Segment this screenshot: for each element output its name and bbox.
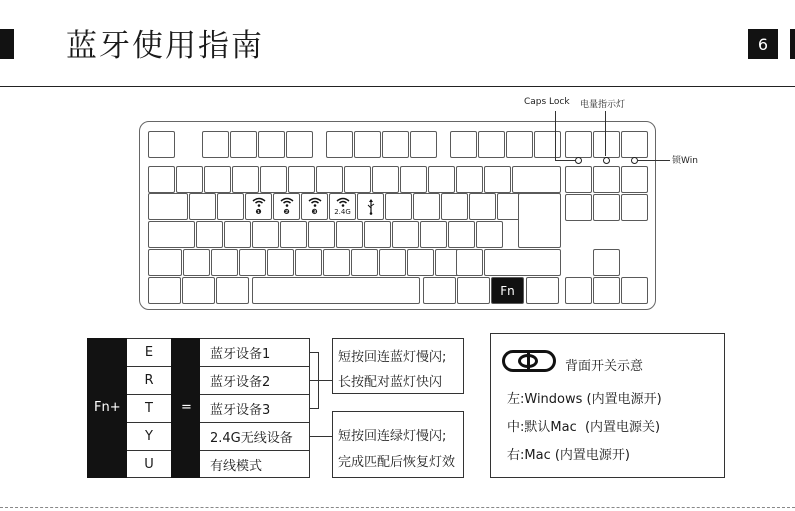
rf-note-line-1: 短按回连绿灯慢闪; bbox=[338, 429, 447, 444]
header-divider bbox=[0, 86, 795, 87]
key bbox=[621, 194, 648, 221]
battery-indicator-label: 电量指示灯 bbox=[580, 100, 626, 110]
key bbox=[506, 131, 533, 158]
page-title: 蓝牙使用指南 bbox=[66, 28, 264, 64]
rf-note-line-2: 完成匹配后恢复灯效 bbox=[338, 455, 456, 470]
key bbox=[258, 131, 285, 158]
key bbox=[295, 249, 322, 276]
arrow-down-key bbox=[593, 277, 620, 304]
key bbox=[260, 166, 287, 193]
key bbox=[224, 221, 251, 248]
bt-note-line-1: 短按回连蓝灯慢闪; bbox=[338, 350, 447, 365]
key bbox=[379, 249, 406, 276]
switch-right: 右:Mac (内置电源开) bbox=[507, 448, 630, 463]
switch-left: 左:Windows (内置电源开) bbox=[507, 392, 662, 407]
key-t: T bbox=[145, 400, 153, 416]
key bbox=[593, 194, 620, 221]
key bbox=[372, 166, 399, 193]
key bbox=[189, 193, 216, 220]
caps-lock-key bbox=[148, 221, 195, 248]
channel-label: 2.4G bbox=[334, 208, 351, 216]
mode-24g: 2.4G无线设备 bbox=[210, 430, 293, 446]
key bbox=[196, 221, 223, 248]
key bbox=[484, 166, 511, 193]
key bbox=[621, 131, 648, 158]
key bbox=[392, 221, 419, 248]
key bbox=[148, 166, 175, 193]
key bbox=[148, 277, 181, 304]
key bbox=[565, 194, 592, 221]
key bbox=[239, 249, 266, 276]
bt-channel-1-key bbox=[245, 193, 272, 220]
fn-label: Fn+ bbox=[94, 400, 121, 415]
key-e: E bbox=[144, 344, 154, 360]
key bbox=[267, 249, 294, 276]
caps-lock-leader bbox=[555, 111, 556, 160]
wired-mode-key bbox=[357, 193, 384, 220]
channel-number: ❸ bbox=[311, 208, 318, 216]
key bbox=[288, 166, 315, 193]
key bbox=[456, 249, 483, 276]
bracket-line bbox=[310, 436, 332, 437]
key bbox=[202, 131, 229, 158]
key bbox=[512, 166, 561, 193]
channel-number: ❷ bbox=[283, 208, 290, 216]
key-r: R bbox=[144, 372, 154, 388]
key bbox=[593, 131, 620, 158]
key bbox=[457, 277, 490, 304]
key bbox=[217, 193, 244, 220]
bottom-dashed-rule bbox=[0, 507, 795, 508]
switch-panel-title: 背面开关示意 bbox=[565, 359, 644, 374]
rf-24g-key bbox=[329, 193, 356, 220]
arrow-right-key bbox=[621, 277, 648, 304]
key bbox=[316, 166, 343, 193]
win-lock-leader bbox=[637, 160, 670, 161]
usb-icon bbox=[366, 199, 376, 215]
key bbox=[286, 131, 313, 158]
enter-key bbox=[518, 193, 561, 248]
caps-lock-led bbox=[575, 157, 582, 164]
mode-bt2: 蓝牙设备2 bbox=[210, 374, 271, 390]
wifi-icon bbox=[252, 197, 266, 207]
bt-channel-3-key bbox=[301, 193, 328, 220]
wifi-icon bbox=[308, 197, 322, 207]
shift-key bbox=[484, 249, 561, 276]
key bbox=[183, 249, 210, 276]
key bbox=[252, 221, 279, 248]
spacebar-key bbox=[252, 277, 420, 304]
bracket-line bbox=[318, 380, 332, 381]
bt-channel-2-key bbox=[273, 193, 300, 220]
key bbox=[344, 166, 371, 193]
key bbox=[526, 277, 559, 304]
key bbox=[456, 166, 483, 193]
caps-lock-leader bbox=[555, 160, 575, 161]
key bbox=[410, 131, 437, 158]
key bbox=[280, 221, 307, 248]
key bbox=[478, 131, 505, 158]
key bbox=[364, 221, 391, 248]
key bbox=[354, 131, 381, 158]
key bbox=[148, 193, 188, 220]
key bbox=[450, 131, 477, 158]
win-lock-label: 锁Win bbox=[672, 156, 698, 166]
key-u: U bbox=[144, 456, 154, 472]
shift-key bbox=[148, 249, 182, 276]
wifi-icon bbox=[280, 197, 294, 207]
key bbox=[182, 277, 215, 304]
key bbox=[232, 166, 259, 193]
key bbox=[534, 131, 561, 158]
arrow-up-key bbox=[593, 249, 620, 276]
switch-middle: 中:默认Mac (内置电源关) bbox=[507, 420, 661, 435]
key bbox=[469, 193, 496, 220]
battery-led bbox=[603, 157, 610, 164]
key bbox=[385, 193, 412, 220]
switch-icon bbox=[502, 350, 556, 372]
wifi-icon bbox=[336, 197, 350, 207]
right-edge-tab bbox=[790, 29, 795, 59]
key bbox=[400, 166, 427, 193]
mode-bt3: 蓝牙设备3 bbox=[210, 402, 271, 418]
keyboard-illustration bbox=[139, 121, 656, 310]
key bbox=[565, 131, 592, 158]
key bbox=[593, 166, 620, 193]
key bbox=[565, 166, 592, 193]
key bbox=[476, 221, 503, 248]
battery-leader bbox=[605, 111, 606, 156]
key bbox=[428, 166, 455, 193]
key bbox=[230, 131, 257, 158]
key bbox=[176, 166, 203, 193]
key bbox=[413, 193, 440, 220]
key bbox=[351, 249, 378, 276]
key bbox=[382, 131, 409, 158]
fn-key: Fn bbox=[491, 277, 524, 304]
key bbox=[448, 221, 475, 248]
key bbox=[441, 193, 468, 220]
key bbox=[211, 249, 238, 276]
key bbox=[336, 221, 363, 248]
equals-sign: = bbox=[181, 400, 192, 415]
channel-number: ❶ bbox=[255, 208, 262, 216]
key bbox=[423, 277, 456, 304]
mode-bt1: 蓝牙设备1 bbox=[210, 346, 271, 362]
caps-lock-label: Caps Lock bbox=[524, 97, 570, 107]
left-edge-tab bbox=[0, 29, 14, 59]
bt-note-line-2: 长按配对蓝灯快闪 bbox=[338, 375, 443, 390]
arrow-left-key bbox=[565, 277, 592, 304]
key bbox=[407, 249, 434, 276]
key bbox=[323, 249, 350, 276]
key bbox=[326, 131, 353, 158]
key bbox=[308, 221, 335, 248]
mode-wired: 有线模式 bbox=[210, 458, 263, 474]
key bbox=[216, 277, 249, 304]
key bbox=[204, 166, 231, 193]
key-y: Y bbox=[145, 428, 153, 444]
key bbox=[148, 131, 175, 158]
key bbox=[621, 166, 648, 193]
page-number: 6 bbox=[748, 29, 778, 59]
key bbox=[420, 221, 447, 248]
